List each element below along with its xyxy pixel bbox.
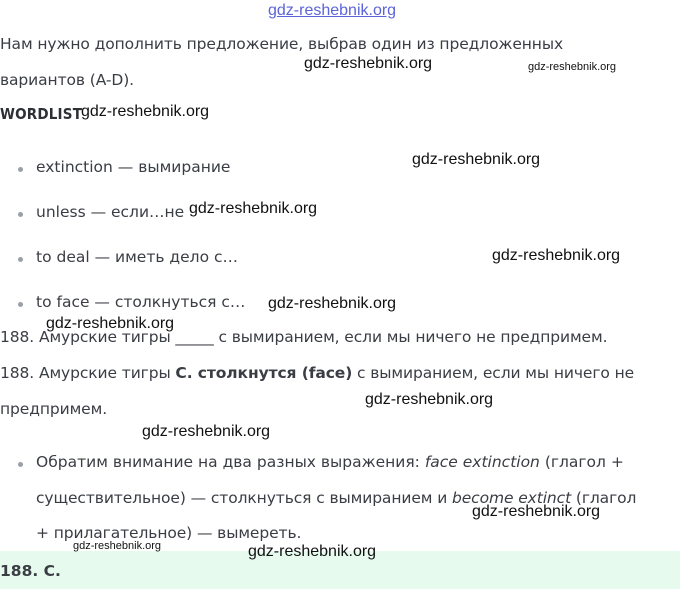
watermark: gdz-reshebnik.org (268, 295, 397, 312)
watermark: gdz-reshebnik.org (189, 200, 318, 217)
task-answer-line-1 (0, 364, 634, 382)
note-part-2: (глагол + (539, 453, 624, 471)
task-answer-line-2: предпримем. (0, 400, 108, 418)
answer-suffix: с вымиранием, если мы ничего не (352, 364, 635, 382)
watermark: gdz-reshebnik.org (248, 543, 377, 560)
bullet-dot (18, 167, 23, 172)
watermark: gdz-reshebnik.org (81, 103, 210, 120)
note-line-1 (36, 453, 624, 471)
intro-line-2: вариантов (A-D). (0, 71, 134, 89)
wordlist-item (0, 158, 680, 178)
wordlist-item (0, 203, 680, 223)
answer-prefix: 188. Амурские тигры (0, 364, 176, 382)
note-phrase-1: face extinction (424, 453, 540, 471)
note-phrase-2: become extinct (452, 489, 572, 507)
note-line2-part-2: (глагол (571, 489, 637, 507)
wordlist-item-text: unless — если…не (36, 203, 185, 221)
watermark: gdz-reshebnik.org (472, 503, 601, 520)
watermark: gdz-reshebnik.org (142, 423, 271, 440)
intro-line-1: Нам нужно дополнить предложение, выбрав один из предложенных (0, 35, 564, 53)
note-line2-part-1: существительное) — столкнуться с вымиранием и (36, 489, 452, 507)
bullet-dot (18, 462, 23, 467)
watermark-top[interactable]: gdz-reshebnik.org (268, 2, 397, 19)
bullet-dot (18, 257, 23, 262)
watermark: gdz-reshebnik.org (528, 61, 617, 73)
watermark: gdz-reshebnik.org (412, 151, 541, 168)
wordlist-title: WORDLIST (0, 105, 83, 123)
wordlist-item-text: to face — столкнуться с… (36, 293, 246, 311)
watermark: gdz-reshebnik.org (73, 540, 162, 552)
answer-highlight: C. столкнутся (face) (175, 364, 353, 382)
watermark: gdz-reshebnik.org (46, 315, 175, 332)
watermark: gdz-reshebnik.org (492, 247, 621, 264)
bullet-dot (18, 302, 23, 307)
note-line-3: + прилагательное) — вымереть. (36, 524, 302, 542)
final-answer: 188. C. (0, 562, 61, 580)
task-question: 188. Амурские тигры _____ с вымиранием, если мы ничего не предпримем. (0, 328, 608, 346)
note-part-1: Обратим внимание на два разных выражения: (36, 453, 425, 471)
watermark: gdz-reshebnik.org (304, 55, 433, 72)
watermark: gdz-reshebnik.org (365, 391, 494, 408)
wordlist-item-text: extinction — вымирание (36, 158, 231, 176)
note-item (0, 453, 680, 473)
bullet-dot (18, 212, 23, 217)
wordlist-item-text: to deal — иметь дело с… (36, 248, 239, 266)
